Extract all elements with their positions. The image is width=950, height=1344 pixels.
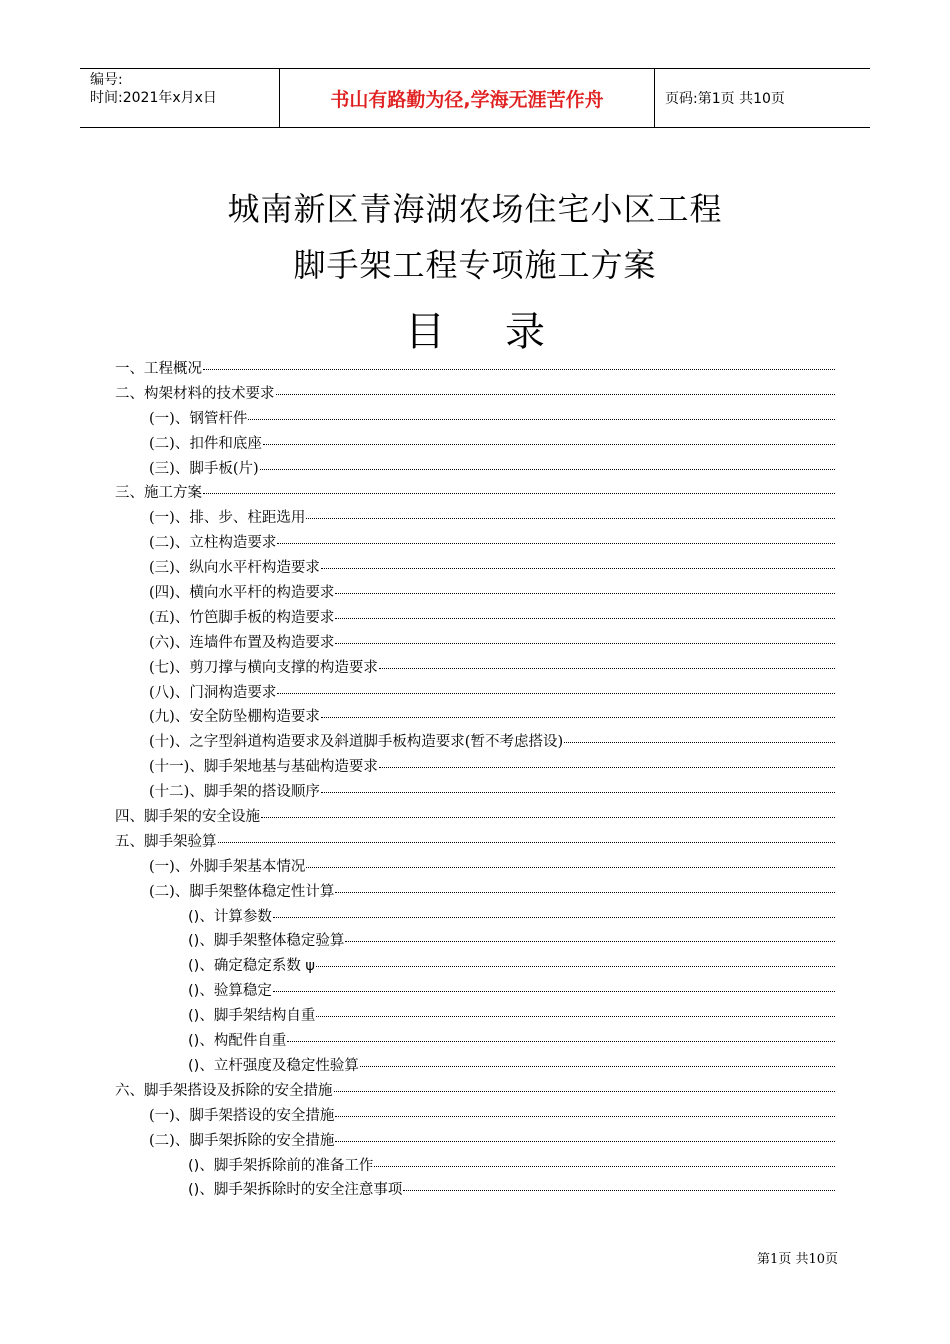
page-footer: 第1页 共10页 xyxy=(757,1252,838,1267)
toc-leader-dots xyxy=(379,668,835,669)
toc-entry-text: (一)、排、步、柱距选用 xyxy=(149,510,306,527)
toc-leader-dots xyxy=(203,369,835,370)
toc-entry-text: 二、构架材料的技术要求 xyxy=(115,385,275,402)
toc-entry[interactable] xyxy=(115,506,835,531)
toc-entry-text: ()、脚手架结构自重 xyxy=(188,1008,316,1025)
toc-entry-text: (二)、立柱构造要求 xyxy=(149,535,277,552)
number-label: 编号: xyxy=(90,72,123,88)
toc-entry[interactable] xyxy=(115,407,835,432)
toc-leader-dots xyxy=(277,693,835,694)
toc-leader-dots xyxy=(260,469,835,470)
document-title-line2: 脚手架工程专项施工方案 xyxy=(293,246,657,284)
page-header xyxy=(80,68,870,128)
toc-leader-dots xyxy=(273,991,835,992)
toc-leader-dots xyxy=(273,917,835,918)
toc-entry-text: 六、脚手架搭设及拆除的安全措施 xyxy=(115,1082,333,1099)
toc-entry[interactable] xyxy=(115,457,835,482)
toc-entry-text: ()、脚手架拆除前的准备工作 xyxy=(188,1157,374,1174)
toc-leader-dots xyxy=(287,1041,835,1042)
toc-entry[interactable] xyxy=(115,531,835,556)
toc-entry-text: (一)、脚手架搭设的安全措施 xyxy=(149,1107,335,1124)
toc-entry-text: (二)、脚手架拆除的安全措施 xyxy=(149,1132,335,1149)
toc-leader-dots xyxy=(277,543,835,544)
toc-leader-dots xyxy=(261,817,835,818)
toc-leader-dots xyxy=(321,792,835,793)
toc-entry-text: ()、脚手架拆除时的安全注意事项 xyxy=(188,1182,403,1199)
toc-entry[interactable] xyxy=(115,1104,835,1129)
toc-entry-text: (七)、剪刀撑与横向支撑的构造要求 xyxy=(149,659,378,676)
time-label: 时间:2021年x月x日 xyxy=(90,90,217,106)
toc-entry[interactable] xyxy=(115,855,835,880)
toc-entry[interactable] xyxy=(115,730,835,755)
toc-entry-text: (十二)、脚手架的搭设顺序 xyxy=(149,784,320,801)
toc-leader-dots xyxy=(335,1141,835,1142)
toc-leader-dots xyxy=(263,444,835,445)
toc-heading-char1: 目 xyxy=(405,309,445,355)
toc-entry-text: ()、计算参数 xyxy=(188,908,272,925)
toc-entry[interactable] xyxy=(115,481,835,506)
toc-leader-dots xyxy=(335,593,835,594)
table-of-contents xyxy=(115,357,835,1203)
toc-entry[interactable] xyxy=(115,656,835,681)
toc-entry-text: (三)、纵向水平杆构造要求 xyxy=(149,560,320,577)
toc-entry-text: (十一)、脚手架地基与基础构造要求 xyxy=(149,759,378,776)
toc-entry[interactable] xyxy=(115,755,835,780)
header-page-info: 页码:第1页 共10页 xyxy=(665,91,785,107)
toc-entry[interactable] xyxy=(115,681,835,706)
toc-entry-text: ()、验算稳定 xyxy=(188,983,272,1000)
toc-entry[interactable] xyxy=(115,929,835,954)
toc-entry-text: (四)、横向水平杆的构造要求 xyxy=(149,585,335,602)
toc-entry-text: (一)、钢管杆件 xyxy=(149,410,248,427)
document-title-line1: 城南新区青海湖农场住宅小区工程 xyxy=(227,190,723,228)
toc-entry[interactable] xyxy=(115,1054,835,1079)
toc-leader-dots xyxy=(306,518,835,519)
toc-heading-char2: 录 xyxy=(505,309,545,355)
toc-entry-text: (二)、扣件和底座 xyxy=(149,435,262,452)
toc-entry-text: (三)、脚手板(片) xyxy=(149,460,259,477)
toc-entry-text: 五、脚手架验算 xyxy=(115,833,217,850)
toc-entry[interactable] xyxy=(115,805,835,830)
toc-entry[interactable] xyxy=(115,830,835,855)
toc-entry-text: (八)、门洞构造要求 xyxy=(149,684,277,701)
toc-entry-text: ()、构配件自重 xyxy=(188,1033,287,1050)
toc-entry[interactable] xyxy=(115,1129,835,1154)
toc-entry-text: (六)、连墙件布置及构造要求 xyxy=(149,634,335,651)
toc-leader-dots xyxy=(335,618,835,619)
toc-entry-text: (十)、之字型斜道构造要求及斜道脚手板构造要求(暂不考虑搭设) xyxy=(149,734,564,751)
toc-leader-dots xyxy=(403,1190,835,1191)
toc-entry[interactable] xyxy=(115,1178,835,1203)
toc-entry-text: (一)、外脚手架基本情况 xyxy=(149,858,306,875)
toc-entry[interactable] xyxy=(115,1029,835,1054)
toc-entry-text: 三、施工方案 xyxy=(115,485,202,502)
toc-entry[interactable] xyxy=(115,382,835,407)
toc-heading xyxy=(0,300,950,357)
toc-entry[interactable] xyxy=(115,1004,835,1029)
toc-entry-text: ()、脚手架整体稳定验算 xyxy=(188,933,345,950)
toc-leader-dots xyxy=(203,493,835,494)
toc-entry[interactable] xyxy=(115,1154,835,1179)
toc-leader-dots xyxy=(321,717,835,718)
toc-leader-dots xyxy=(379,767,835,768)
toc-leader-dots xyxy=(335,892,835,893)
toc-entry[interactable] xyxy=(115,979,835,1004)
toc-entry-text: (二)、脚手架整体稳定性计算 xyxy=(149,883,335,900)
toc-entry[interactable] xyxy=(115,432,835,457)
toc-leader-dots xyxy=(316,966,835,967)
toc-entry[interactable] xyxy=(115,954,835,979)
toc-entry-text: (五)、竹笆脚手板的构造要求 xyxy=(149,609,335,626)
toc-entry[interactable] xyxy=(115,556,835,581)
toc-entry-text: 一、工程概况 xyxy=(115,361,202,377)
toc-entry[interactable] xyxy=(115,1079,835,1104)
toc-leader-dots xyxy=(321,568,835,569)
toc-leader-dots xyxy=(360,1066,835,1067)
toc-entry[interactable] xyxy=(115,606,835,631)
toc-leader-dots xyxy=(345,941,835,942)
toc-leader-dots xyxy=(335,1116,835,1117)
header-motto: 书山有路勤为径,学海无涯苦作舟 xyxy=(280,69,655,127)
toc-leader-dots xyxy=(248,419,835,420)
toc-leader-dots xyxy=(564,742,835,743)
toc-entry-text: ()、确定稳定系数 ψ xyxy=(188,958,315,975)
toc-entry[interactable] xyxy=(115,357,835,382)
toc-entry[interactable] xyxy=(115,780,835,805)
toc-entry[interactable] xyxy=(115,905,835,930)
toc-leader-dots xyxy=(335,643,835,644)
toc-entry[interactable] xyxy=(115,880,835,905)
toc-leader-dots xyxy=(218,842,836,843)
toc-entry[interactable] xyxy=(115,705,835,730)
toc-entry-text: 四、脚手架的安全设施 xyxy=(115,809,260,826)
toc-leader-dots xyxy=(306,867,835,868)
toc-entry[interactable] xyxy=(115,581,835,606)
header-meta xyxy=(80,69,280,127)
toc-entry-text: (九)、安全防坠棚构造要求 xyxy=(149,709,320,726)
toc-entry-text: ()、立杆强度及稳定性验算 xyxy=(188,1057,359,1074)
toc-leader-dots xyxy=(276,394,836,395)
toc-entry[interactable] xyxy=(115,631,835,656)
toc-leader-dots xyxy=(334,1091,836,1092)
toc-leader-dots xyxy=(374,1166,835,1167)
toc-leader-dots xyxy=(316,1016,835,1017)
